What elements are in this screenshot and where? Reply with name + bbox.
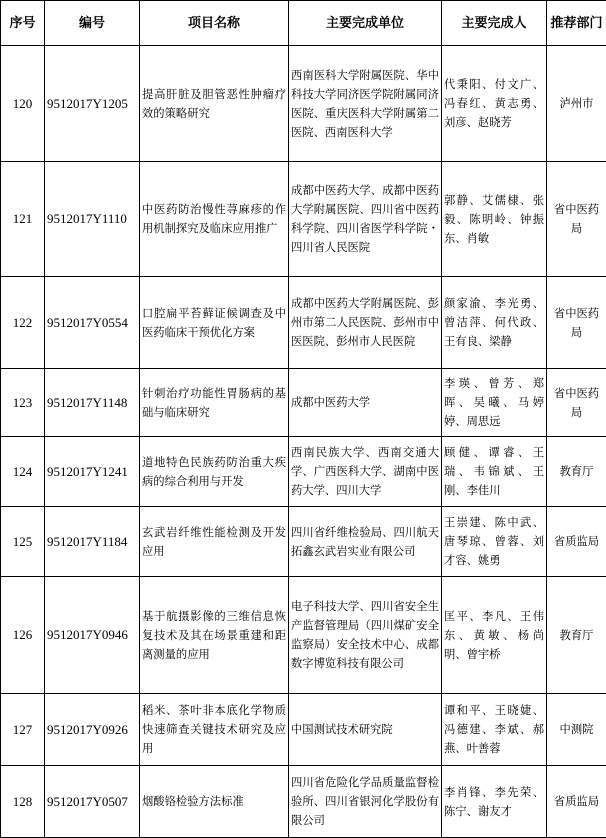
cell-seq: 122 [1,277,45,369]
cell-seq: 127 [1,694,45,766]
table-row [1,162,606,277]
cell-dept: 泸州市 [547,46,606,162]
cell-name: 稻米、茶叶非本底化学物质快速筛查关键技术研究及应用 [140,694,289,766]
cell-seq: 121 [1,162,45,277]
cell-code: 9512017Y1241 [45,437,140,507]
cell-name: 中医药防治慢性荨麻疹的作用机制探究及临床应用推广 [140,162,289,277]
cell-people: 郭静、艾儒棣、张毅、陈明岭、钟振东、肖敏 [442,162,547,277]
cell-seq: 126 [1,577,45,694]
cell-units: 成都中医药大学附属医院、彭州市第二人民医院、彭州市中医医院、彭州市人民医院 [289,277,442,369]
cell-name: 针刺治疗功能性胃肠病的基础与临床研究 [140,369,289,437]
cell-seq: 125 [1,507,45,577]
cell-dept: 教育厅 [547,577,606,694]
cell-people: 代秉阳、付文广、冯春红、黄志勇、刘彦、赵晓芳 [442,46,547,162]
cell-name: 烟酸铬检验方法标准 [140,766,289,838]
cell-name: 提高肝脏及胆管恶性肿瘤疗效的策略研究 [140,46,289,162]
cell-units: 中国测试技术研究院 [289,694,442,766]
cell-name: 玄武岩纤维性能检测及开发应用 [140,507,289,577]
cell-name: 基于航摄影像的三维信息恢复技术及其在场景重建和距离测量的应用 [140,577,289,694]
cell-seq: 120 [1,46,45,162]
cell-dept: 省中医药局 [547,162,606,277]
cell-seq: 128 [1,766,45,838]
header-units: 主要完成单位 [289,1,442,46]
table-row [1,507,606,577]
cell-people: 匡平、李凡、王伟东、黄敏、杨尚明、曾宇桥 [442,577,547,694]
table-row [1,46,606,162]
cell-seq: 124 [1,437,45,507]
cell-code: 9512017Y0507 [45,766,140,838]
cell-people: 李肖锋、李先荣、陈宁、谢友才 [442,766,547,838]
cell-people: 李瑛、曾芳、郑晖、吴曦、马婷婷、周思远 [442,369,547,437]
cell-units: 四川省危险化学品质量监督检验所、四川省银河化学股份有限公司 [289,766,442,838]
cell-code: 9512017Y0554 [45,277,140,369]
cell-dept: 教育厅 [547,437,606,507]
cell-code: 9512017Y0926 [45,694,140,766]
cell-dept: 省中医药局 [547,277,606,369]
table-row [1,577,606,694]
cell-people: 谭和平、王晓婕、冯德建、李斌、郝燕、叶善蓉 [442,694,547,766]
cell-code: 9512017Y0946 [45,577,140,694]
cell-units: 西南医科大学附属医院、华中科技大学同济医学院附属同济医院、重庆医科大学附属第二医院、西南医科大学 [289,46,442,162]
cell-dept: 省质监局 [547,507,606,577]
table-row [1,694,606,766]
cell-units: 西南民族大学、西南交通大学、广西医科大学、湖南中医药大学、四川大学 [289,437,442,507]
cell-name: 道地特色民族药防治重大疾病的综合利用与开发 [140,437,289,507]
header-people: 主要完成人 [442,1,547,46]
cell-code: 9512017Y1148 [45,369,140,437]
table-row [1,766,606,838]
cell-units: 成都中医药大学 [289,369,442,437]
cell-code: 9512017Y1205 [45,46,140,162]
cell-people: 王崇建、陈中武、唐琴琼、曾蓉、刘才容、姚勇 [442,507,547,577]
cell-units: 电子科技大学、四川省安全生产监督管理局（四川煤矿安全监察局）安全技术中心、成都数字博览科技有限公司 [289,577,442,694]
cell-seq: 123 [1,369,45,437]
table-header-row [1,1,606,46]
table-row [1,369,606,437]
header-name: 项目名称 [140,1,289,46]
cell-units: 成都中医药大学、成都中医药大学附属医院、四川省中医药科学院、四川省医学科学院・四川省人民医院 [289,162,442,277]
header-code: 编号 [45,1,140,46]
table-row [1,277,606,369]
cell-name: 口腔扁平苔藓证候调查及中医药临床干预优化方案 [140,277,289,369]
cell-people: 颜家渝、李光勇、曾洁萍、何代政、王有良、梁静 [442,277,547,369]
cell-dept: 中测院 [547,694,606,766]
cell-code: 9512017Y1184 [45,507,140,577]
header-dept: 推荐部门 [547,1,606,46]
cell-units: 四川省纤维检验局、四川航天拓鑫玄武岩实业有限公司 [289,507,442,577]
cell-code: 9512017Y1110 [45,162,140,277]
cell-dept: 省中医药局 [547,369,606,437]
cell-people: 顾健、谭睿、王瑞、韦锦斌、王刚、李佳川 [442,437,547,507]
table-row [1,437,606,507]
header-seq: 序号 [1,1,45,46]
cell-dept: 省质监局 [547,766,606,838]
